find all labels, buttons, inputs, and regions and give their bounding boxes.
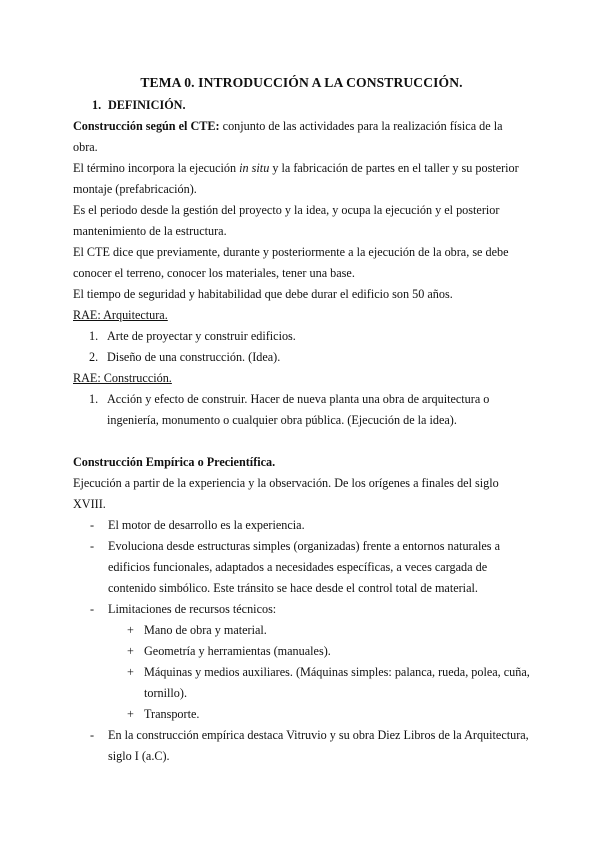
page-title: TEMA 0. INTRODUCCIÓN A LA CONSTRUCCIÓN. [140,75,463,90]
empirica-sub-list [73,620,530,725]
list-text: Acción y efecto de construir. Hacer de nueva planta una obra de arquitectura o ingeniería, monumento o cualquier obra pública. (Ejecución de la idea). [107,392,490,427]
empirica-intro: Ejecución a partir de la experiencia y la observación. De los orígenes a finales del siglo XVIII. [73,476,499,511]
spacer [73,431,530,452]
section-number: 1. [92,98,102,112]
empirica-bullet-list-end [73,725,530,767]
empirica-bullet-list [73,515,530,620]
bullet-dash: - [90,728,95,742]
sub-list-item [73,662,530,704]
list-item [73,599,530,620]
list-item [73,515,530,536]
bullet-plus: + [127,665,134,679]
list-text: Geometría y herramientas (manuales). [144,644,331,658]
list-item [73,389,530,431]
rae-arquitectura-list [73,326,530,368]
list-number: 2. [89,350,99,364]
bullet-dash: - [90,518,95,532]
bullet-plus: + [127,623,134,637]
list-text: Diseño de una construcción. (Idea). [107,350,281,364]
list-text: Evoluciona desde estructuras simples (organizadas) frente a entornos naturales a edificios funcionales, adaptados a necesidades específicas, a veces cargada de contenido simbólico. Este tránsito se hace desde el control total de material. [108,539,500,595]
empirica-heading: Construcción Empírica o Precientífica. [73,455,276,469]
list-number: 1. [89,329,99,343]
paragraph-cte-dice: El CTE dice que previamente, durante y posteriormente a la ejecución de la obra, se debe conocer el terreno, conocer los materiales, tener una base. [73,245,509,280]
list-text: El motor de desarrollo es la experiencia. [108,518,305,532]
termino-italic: in situ [239,161,270,175]
termino-text-before: El término incorpora la ejecución [73,161,240,175]
list-item [73,347,530,368]
termino-text-after: y la fabricación de partes en el taller y su posterior montaje (prefabricación). [73,161,519,196]
sub-list-item [73,620,530,641]
bullet-dash: - [90,539,95,553]
bullet-dash: - [90,602,95,616]
paragraph-tiempo: El tiempo de seguridad y habitabilidad que debe durar el edificio son 50 años. [73,287,453,301]
rae-construccion-list [73,389,530,431]
rae-construccion-label: RAE: Construcción. [73,371,172,385]
paragraph-termino [73,158,530,200]
sub-list-item [73,641,530,662]
list-item [73,326,530,347]
bullet-plus: + [127,644,134,658]
list-item [73,725,530,767]
section-title: DEFINICIÓN. [108,98,186,112]
list-text: Mano de obra y material. [144,623,267,637]
paragraph-periodo: Es el periodo desde la gestión del proyecto y la idea, y ocupa la ejecución y el posterior mantenimiento de la estructura. [73,203,500,238]
list-text: En la construcción empírica destaca Vitruvio y su obra Diez Libros de la Arquitectura, siglo I (a.C). [108,728,529,763]
list-text: Máquinas y medios auxiliares. (Máquinas simples: palanca, rueda, polea, cuña, tornillo). [144,665,530,700]
section-heading-definicion [73,95,530,116]
list-item [73,536,530,599]
list-text: Arte de proyectar y construir edificios. [107,329,296,343]
list-text: Transporte. [144,707,200,721]
list-text: Limitaciones de recursos técnicos: [108,602,277,616]
cte-text: conjunto de las actividades para la realización física de la obra. [73,119,503,154]
bullet-plus: + [127,707,134,721]
sub-list-item [73,704,530,725]
list-number: 1. [89,392,99,406]
paragraph-cte [73,116,530,158]
cte-label: Construcción según el CTE: [73,119,220,133]
rae-arquitectura-label: RAE: Arquitectura. [73,308,168,322]
